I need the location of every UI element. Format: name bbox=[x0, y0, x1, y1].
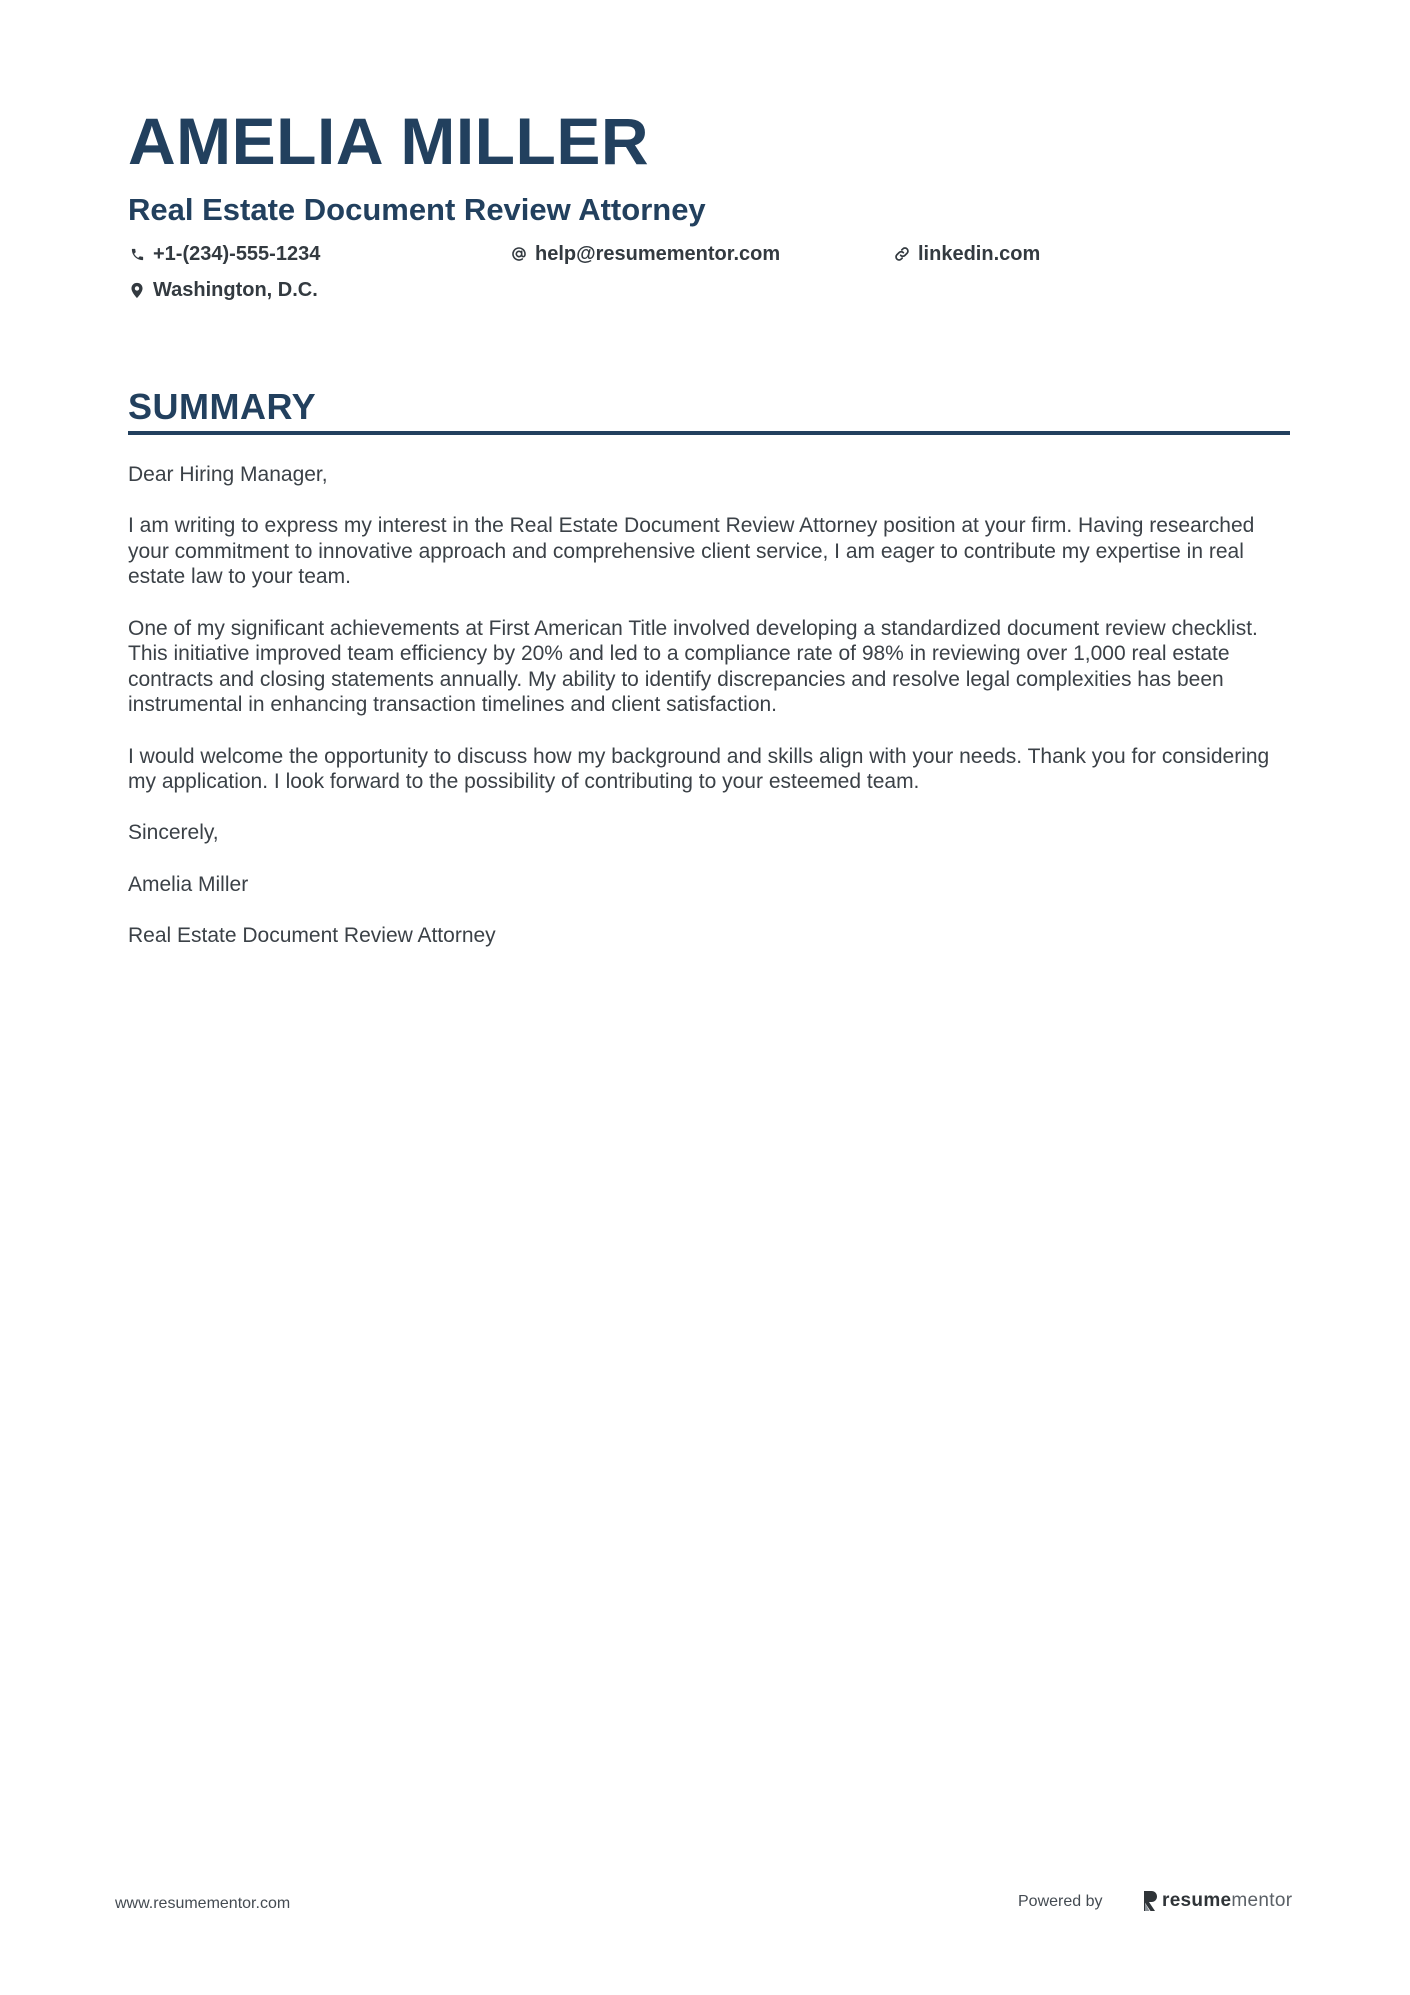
letter-paragraph: I am writing to express my interest in the Real Estate Document Review Attorney position at your firm. Having researched your commitment to innovative approach and comprehensive client service, I am eager to contribute my expertise in real estate law to your team. bbox=[128, 514, 1255, 589]
powered-by-label: Powered by bbox=[1018, 1893, 1103, 1910]
phone-number: +1-(234)-555-1234 bbox=[153, 243, 321, 265]
contact-linkedin bbox=[893, 242, 1040, 266]
email-address: help@resumementor.com bbox=[535, 243, 781, 265]
at-icon bbox=[510, 245, 528, 263]
resumementor-logo-icon bbox=[1142, 1890, 1158, 1912]
contact-email bbox=[510, 242, 780, 266]
link-icon bbox=[893, 245, 911, 263]
footer-website-link[interactable]: www.resumementor.com bbox=[115, 1895, 291, 1912]
location-text: Washington, D.C. bbox=[153, 279, 318, 301]
contact-phone bbox=[128, 242, 320, 266]
letter-body bbox=[128, 462, 1293, 974]
closing: Sincerely, bbox=[128, 821, 219, 845]
candidate-name: AMELIA MILLER bbox=[128, 104, 649, 178]
brand-wordmark bbox=[1162, 1890, 1292, 1912]
signature-title: Real Estate Document Review Attorney bbox=[128, 923, 496, 947]
letter-paragraph: One of my significant achievements at First American Title involved developing a standardized document review checklist. This initiative improved team efficiency by 20% and led to a compliance rate of 98% in reviewing over 1,000 real estate contracts and closing statements annually. My ability to identify discrepancies and resolve legal complexities has been instrumental in enhancing transaction timelines and client satisfaction. bbox=[128, 616, 1258, 717]
candidate-title: Real Estate Document Review Attorney bbox=[128, 192, 706, 227]
signature-name: Amelia Miller bbox=[128, 872, 249, 896]
brand-wordmark-bold: resume bbox=[1162, 1890, 1232, 1911]
brand-logo[interactable] bbox=[1142, 1890, 1292, 1912]
brand-wordmark-light: mentor bbox=[1231, 1890, 1293, 1911]
summary-heading: SUMMARY bbox=[128, 386, 317, 427]
location-pin-icon bbox=[128, 281, 146, 299]
section-divider bbox=[128, 431, 1290, 435]
contact-location bbox=[128, 278, 318, 302]
salutation: Dear Hiring Manager, bbox=[128, 463, 328, 486]
phone-icon bbox=[128, 245, 146, 263]
linkedin-url: linkedin.com bbox=[918, 243, 1041, 265]
letter-paragraph: I would welcome the opportunity to discuss how my background and skills align with your needs. Thank you for considering my application. I look forward to the possibility of contributing to your esteemed team. bbox=[128, 744, 1270, 794]
